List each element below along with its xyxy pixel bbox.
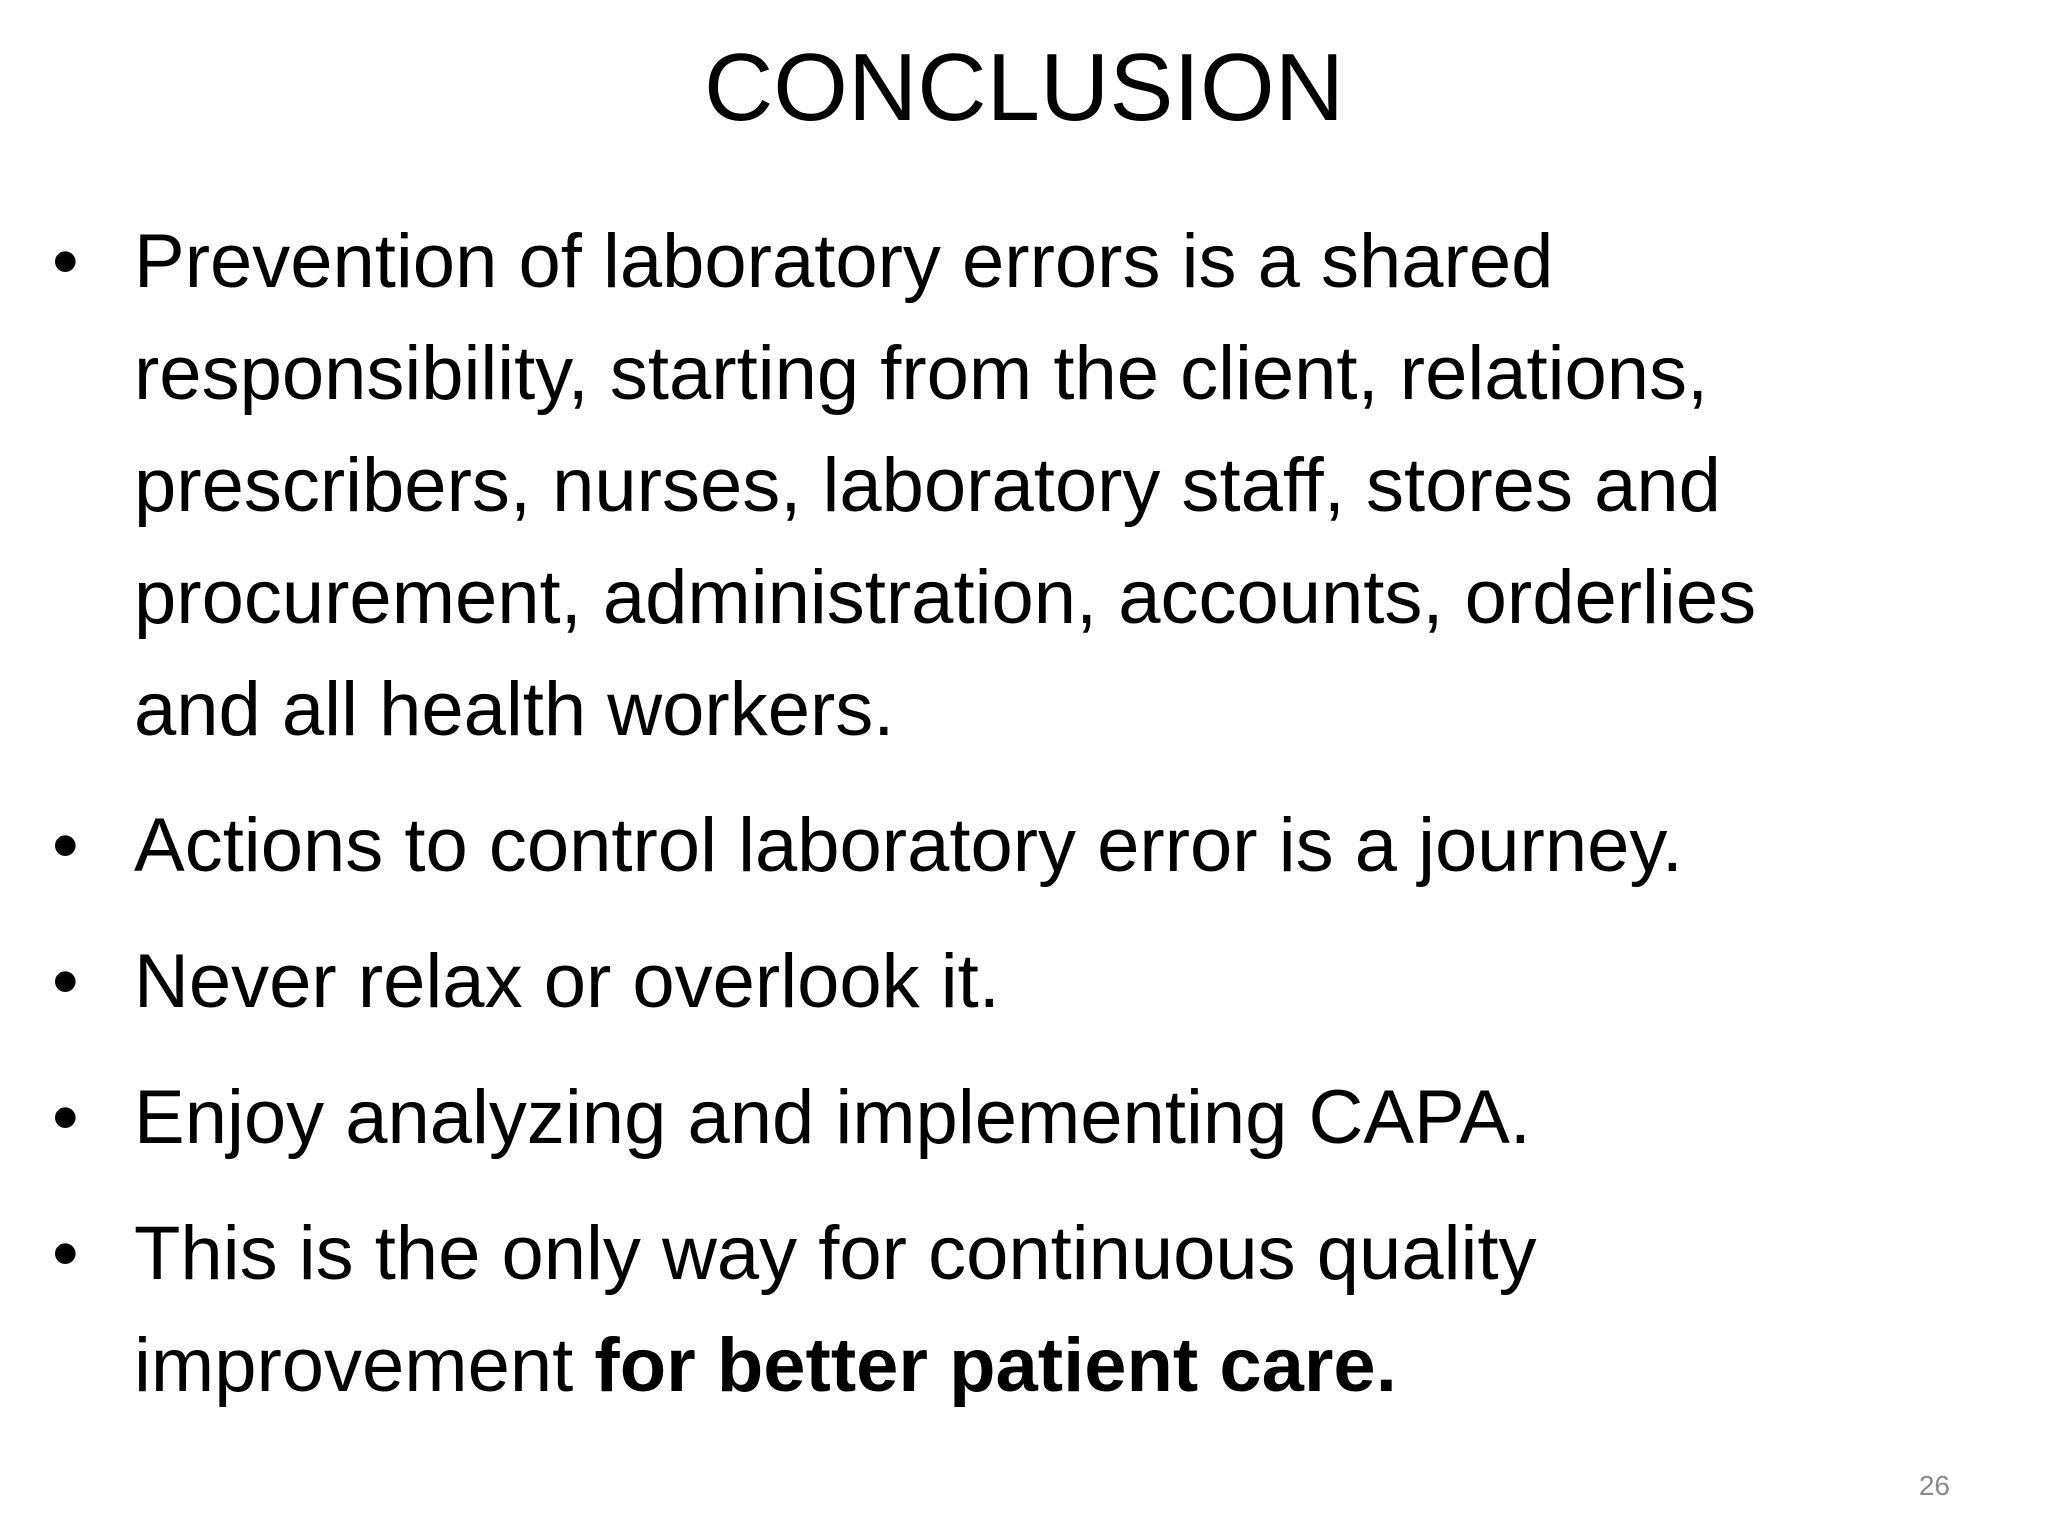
bullet-point-icon: •	[52, 219, 79, 304]
bullet-text: Enjoy analyzing and implementing CAPA.	[134, 1075, 1531, 1160]
bullet-item-prevention	[52, 206, 1982, 766]
slide-title: CONCLUSION	[703, 34, 1345, 141]
bullet-text: Actions to control laboratory error is a journey.	[134, 803, 1683, 888]
bullet-text: Never relax or overlook it.	[134, 939, 1000, 1024]
bullet-item-capa	[52, 1062, 1982, 1174]
bullet-bold-text: for better patient care.	[594, 1323, 1397, 1408]
bullet-list	[52, 206, 1982, 1446]
bullet-item-never-relax	[52, 926, 1982, 1038]
bullet-item-quality	[52, 1198, 1982, 1422]
bullet-point-icon: •	[52, 939, 79, 1024]
bullet-point-icon: •	[52, 803, 79, 888]
bullet-text: Prevention of laboratory errors is a shared responsibility, starting from the client, relations, prescribers, nurses, laboratory staff, stores and procurement, administration, accounts, orderlies and all health workers.	[134, 219, 1757, 752]
bullet-point-icon: •	[52, 1075, 79, 1160]
bullet-point-icon: •	[52, 1211, 79, 1296]
bullet-item-actions	[52, 790, 1982, 902]
bullet-text	[134, 1198, 1982, 1422]
page-number: 26	[1918, 1470, 1950, 1501]
bullet-regular-text: This is the only way for continuous quality improvement	[134, 1211, 1537, 1408]
